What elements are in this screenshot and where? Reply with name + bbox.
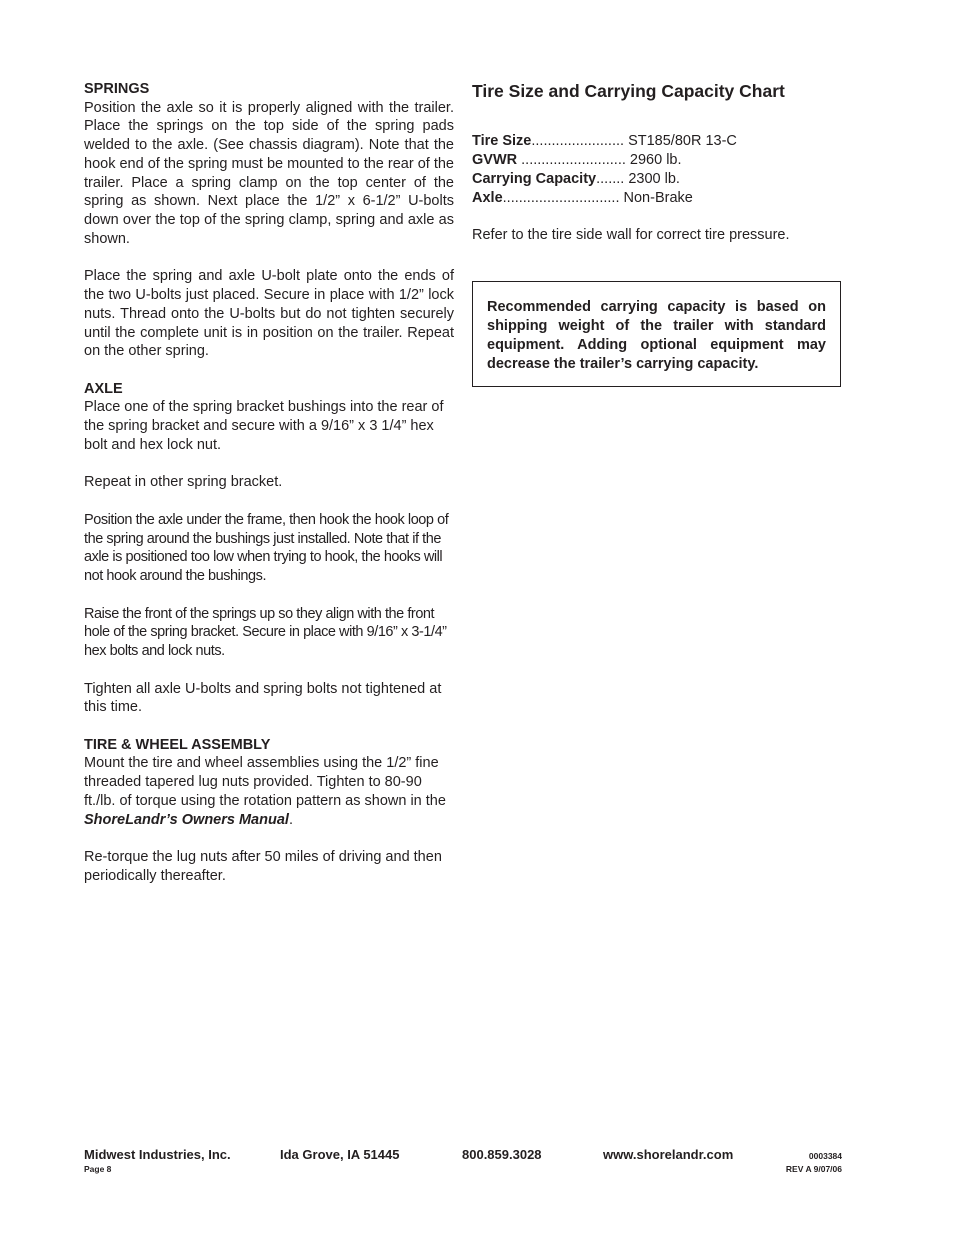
tire-wheel-paragraph-2: Re-torque the lug nuts after 50 miles of driving and then periodically thereafter.: [84, 849, 442, 884]
springs-paragraph-1: Position the axle so it is properly aligned with the trailer. Place the springs on the top side of the spring pads welded to the axle. (See chassis diagram). Note that the hook end of the spring must be mounted to the rear of the trailer. Place a spring clamp on the top center of the spring as shown. Next place the 1/2” x 6-1/2” U-bolts down over the top of the spring clamp, spring and axle as shown.: [84, 99, 454, 247]
tire-wheel-p1-text: Mount the tire and wheel assemblies using the 1/2” fine threaded tapered lug nuts provided. Tighten to 80-90 ft./lb. of torque using the rotation pattern as shown in the: [84, 755, 446, 809]
footer-location: Ida Grove, IA 51445: [280, 1147, 400, 1162]
spec-value: Non-Brake: [623, 190, 693, 206]
spec-label: Axle: [472, 190, 503, 206]
spec-row-axle: [472, 189, 844, 208]
footer-revision: REV A 9/07/06: [785, 1164, 842, 1174]
axle-paragraph-1: Place one of the spring bracket bushings into the rear of the spring bracket and secure with a 9/16” x 3 1/4” hex bolt and hex lock nut.: [84, 399, 444, 453]
spec-leader-dots: .......: [596, 171, 625, 187]
capacity-note-text: Recommended carrying capacity is based on shipping weight of the trailer with standard equipment. Adding optional equipment may decrease the trailer’s carrying capacity.: [487, 299, 826, 372]
axle-paragraph-5: Tighten all axle U-bolts and spring bolts not tightened at this time.: [84, 680, 442, 716]
axle-paragraph-4: Raise the front of the springs up so they align with the front hole of the spring bracket. Secure in place with 9/16” x 3-1/4” hex bolts and lock nuts.: [84, 605, 447, 659]
footer-doc-number: 0003384: [808, 1151, 842, 1161]
footer-phone: 800.859.3028: [462, 1147, 542, 1162]
axle-heading: AXLE: [84, 380, 123, 397]
tire-wheel-heading: TIRE & WHEEL ASSEMBLY: [84, 736, 271, 753]
spec-leader-dots: .............................: [502, 190, 620, 206]
tire-wheel-paragraph-1: [84, 754, 454, 829]
left-column: [84, 80, 454, 904]
footer-website: www.shorelandr.com: [603, 1147, 734, 1162]
spec-leader-dots: ..........................: [521, 152, 626, 168]
capacity-note-box: [472, 281, 841, 387]
tire-pressure-note: Refer to the tire side wall for correct tire pressure.: [472, 227, 790, 243]
owners-manual-title: ShoreLandr’s Owners Manual: [84, 811, 289, 828]
springs-heading: SPRINGS: [84, 81, 150, 97]
spec-value: ST185/80R 13-C: [628, 133, 737, 149]
springs-paragraph-2: Place the spring and axle U-bolt plate onto the ends of the two U-bolts just placed. Secure in place with 1/2” lock nuts. Thread onto the U-bolts but do not tighten securely until the complete unit is in position on the trailer. Repeat on the other spring.: [84, 268, 454, 360]
footer-company: Midwest Industries, Inc.: [84, 1147, 231, 1162]
tire-wheel-p1-end: .: [288, 811, 293, 828]
spec-row-gvwr: [472, 151, 844, 170]
spec-value: 2300 lb.: [628, 171, 680, 187]
footer-page-number: Page 8: [84, 1164, 112, 1174]
spec-label: Tire Size: [472, 133, 532, 149]
spec-value: 2960 lb.: [629, 152, 682, 168]
axle-paragraph-2: Repeat in other spring bracket.: [84, 474, 283, 491]
axle-paragraph-3: Position the axle under the frame, then hook the hook loop of the spring around the bushings just installed. Note that if the axle is positioned too low when trying to hook, the hooks will not hook around the bushings.: [84, 511, 449, 584]
spec-leader-dots: .......................: [531, 133, 625, 149]
spec-label: Carrying Capacity: [472, 171, 597, 187]
spec-row-carrying-capacity: [472, 170, 844, 189]
chart-title: Tire Size and Carrying Capacity Chart: [472, 81, 785, 101]
spec-row-tire-size: [472, 132, 844, 151]
spec-list: [472, 132, 844, 208]
spec-label: GVWR: [472, 152, 518, 168]
right-column: [472, 80, 844, 264]
